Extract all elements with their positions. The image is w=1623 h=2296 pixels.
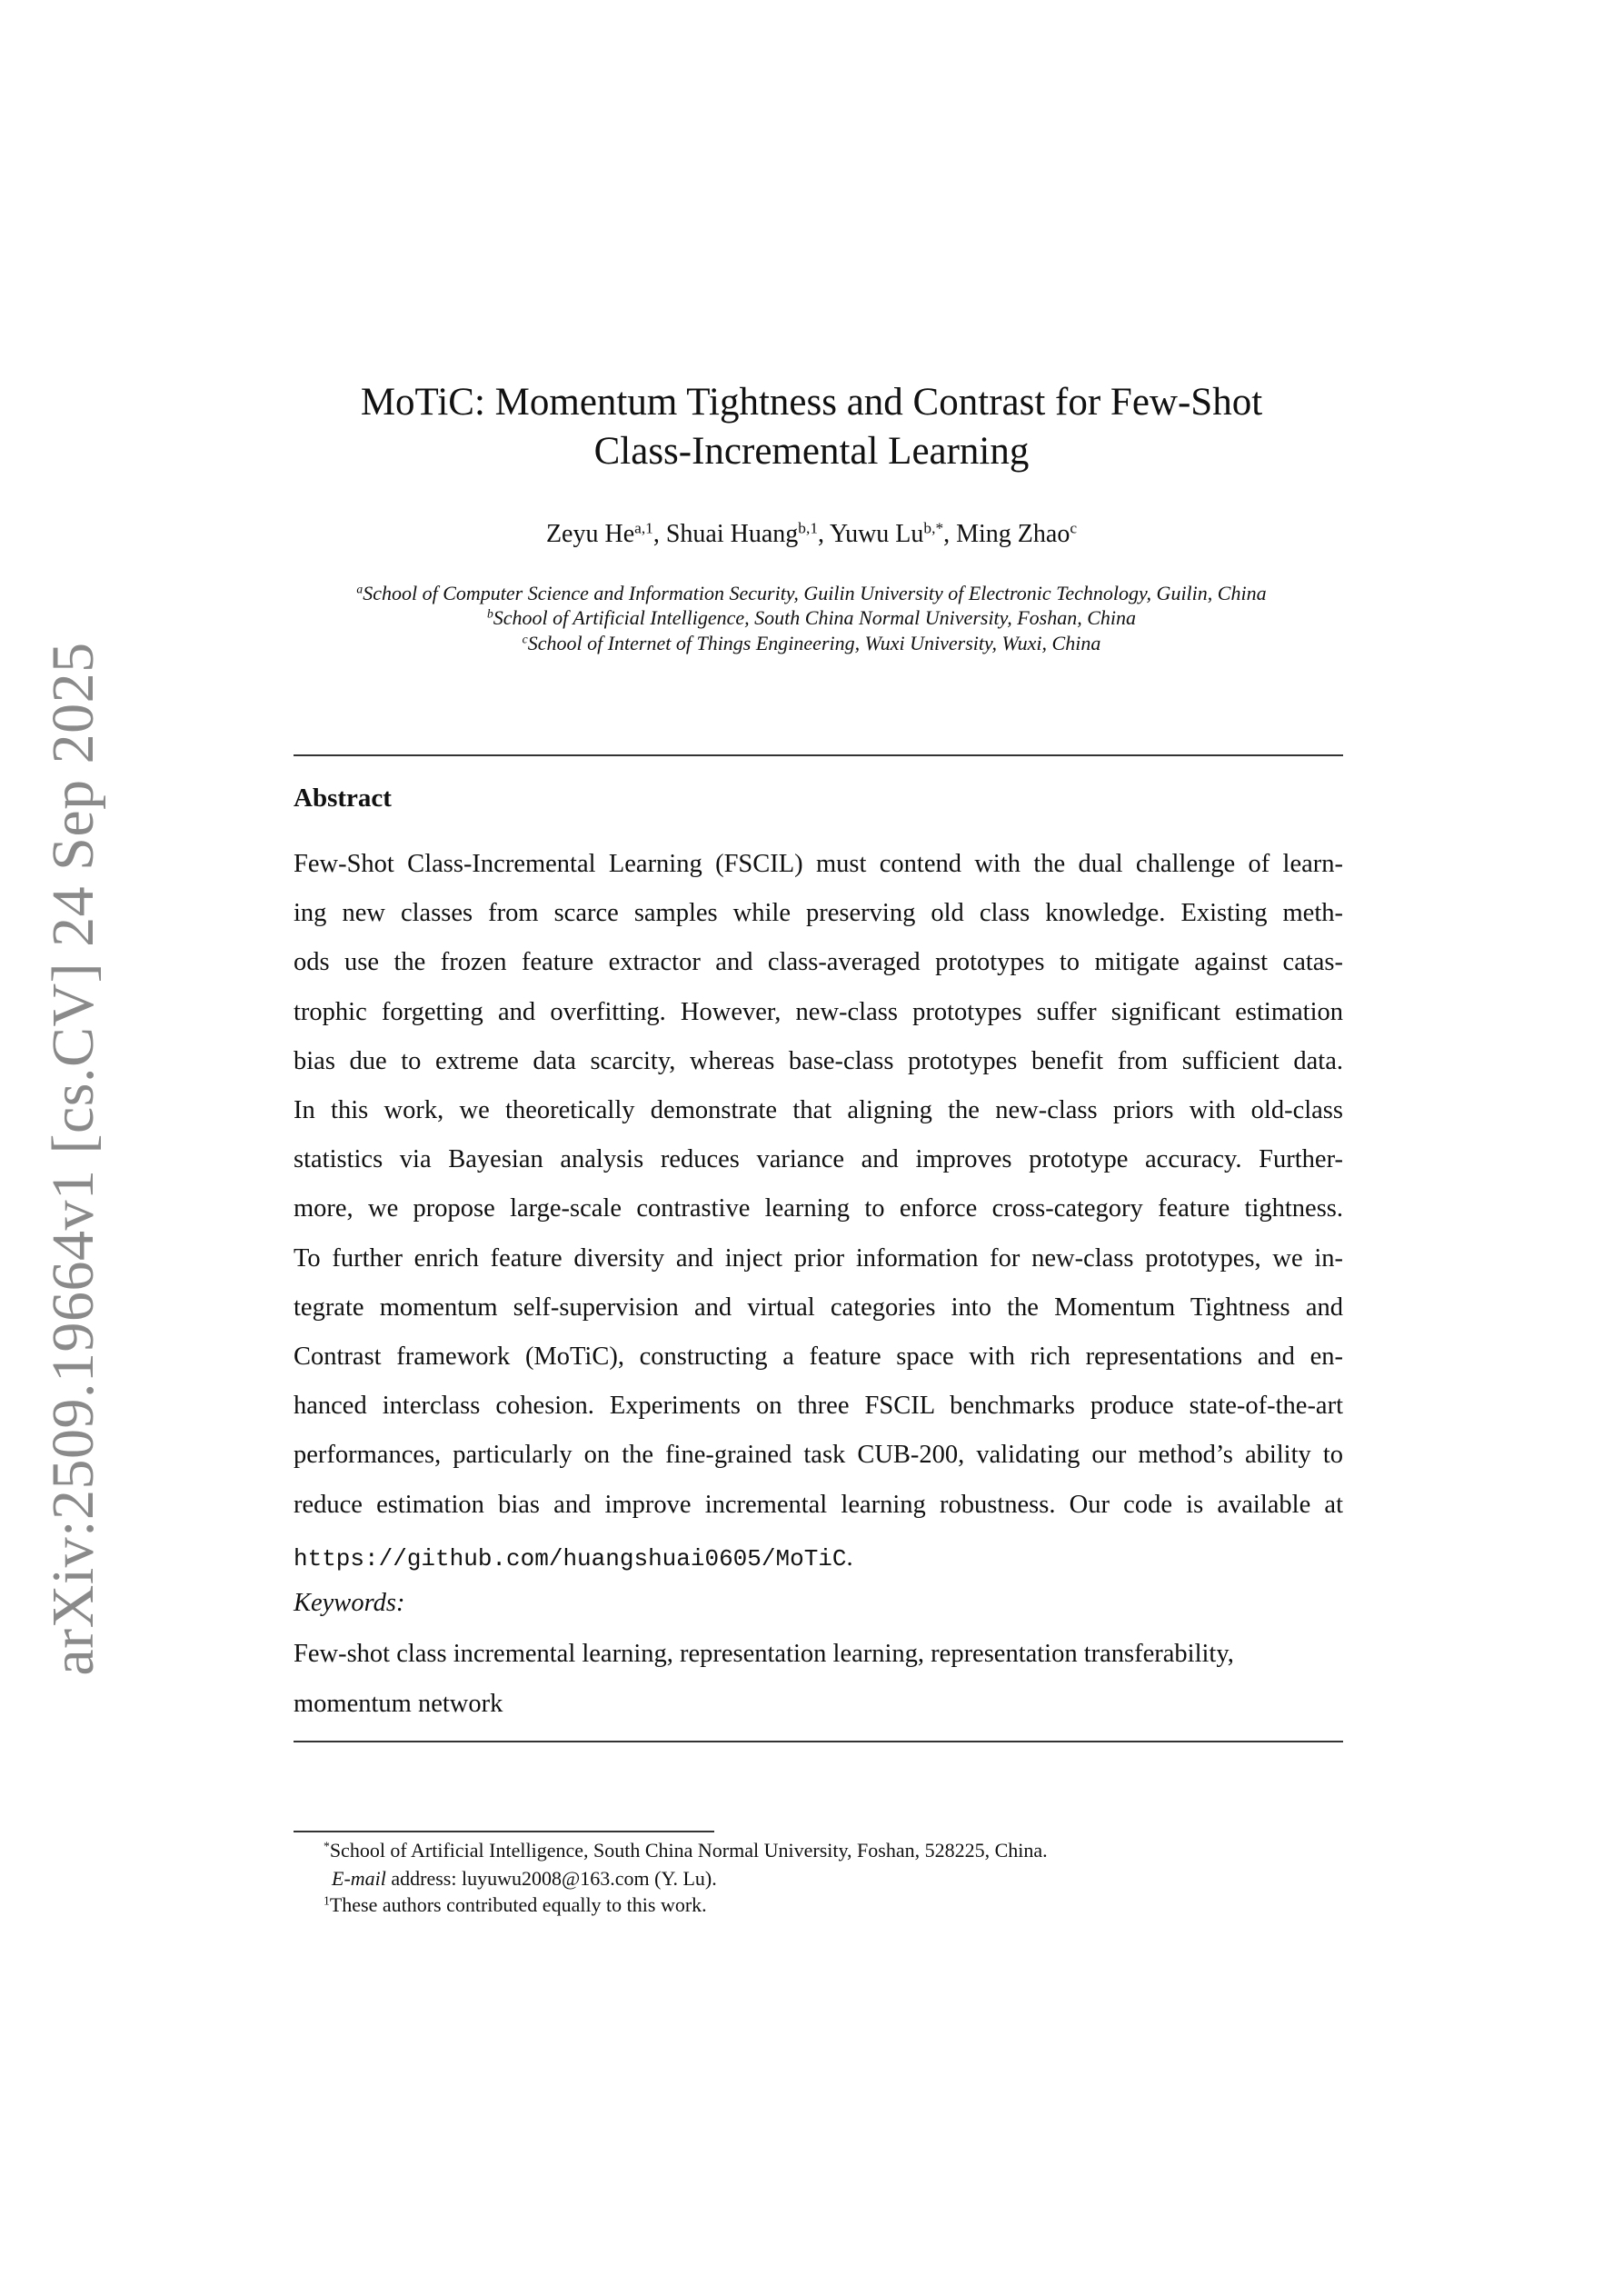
affiliation-mark: b — [486, 606, 493, 621]
abstract-line: performances, particularly on the fine-grained task CUB-200, validating our method’s ability to — [294, 1441, 1343, 1470]
affiliation-text: School of Internet of Things Engineering, Wuxi University, Wuxi, China — [527, 632, 1101, 654]
abstract-line: tegrate momentum self-supervision and virtual categories into the Momentum Tightness and — [294, 1293, 1343, 1322]
keywords-line-1: Few-shot class incremental learning, representation learning, representation transferability, — [294, 1640, 1234, 1668]
affiliation-mark: c — [522, 632, 528, 646]
author-name: Shuai Huang — [665, 520, 799, 548]
footnote-corresponding — [324, 1838, 1048, 1863]
affiliation-text: School of Artificial Intelligence, South China Normal University, Foshan, China — [493, 606, 1137, 629]
paper-title-line-2: Class-Incremental Learning — [593, 430, 1030, 473]
author-name: Zeyu He — [545, 520, 635, 548]
author-list — [0, 520, 1623, 549]
abstract-line: trophic forgetting and overfitting. However, new-class prototypes suffer significant estimation — [294, 997, 1343, 1026]
abstract-top-rule — [294, 754, 1343, 756]
abstract-line: hanced interclass cohesion. Experiments on three FSCIL benchmarks produce state-of-the-art — [294, 1392, 1343, 1421]
author-separator: , — [943, 520, 957, 548]
arxiv-identifier-stamp: arXiv:2509.19664v1 [cs.CV] 24 Sep 2025 — [40, 642, 106, 1676]
abstract-line: statistics via Bayesian analysis reduces variance and improves prototype accuracy. Further- — [294, 1145, 1343, 1174]
paper-title-line-1: MoTiC: Momentum Tightness and Contrast for Few-Shot — [360, 381, 1263, 424]
abstract-bottom-rule — [294, 1741, 1343, 1742]
keywords-line-2: momentum network — [294, 1690, 503, 1718]
footnote-text: School of Artificial Intelligence, South China Normal University, Foshan, 528225, China. — [329, 1839, 1048, 1862]
code-link[interactable]: https://github.com/huangshuai0605/MoTiC — [294, 1545, 847, 1572]
keywords-label: Keywords: — [294, 1589, 405, 1617]
period: . — [846, 1543, 853, 1572]
author-name: Yuwu Lu — [829, 520, 924, 548]
author-affiliation-mark: b,* — [923, 519, 944, 537]
affiliation-text: School of Computer Science and Information Security, Guilin University of Electronic Technology, Guilin, China — [363, 582, 1267, 604]
footnote-rule — [294, 1831, 714, 1832]
footnote-email — [332, 1866, 717, 1892]
affiliation-a — [0, 581, 1623, 606]
footnote-mark: 1 — [324, 1893, 330, 1908]
affiliation-c — [0, 631, 1623, 656]
affiliation-b — [0, 605, 1623, 631]
email-text: address: luyuwu2008@163.com (Y. Lu). — [385, 1867, 717, 1890]
author-name: Ming Zhao — [956, 520, 1070, 548]
abstract-heading: Abstract — [294, 784, 392, 813]
author-affiliation-mark: c — [1070, 519, 1078, 537]
abstract-line: more, we propose large-scale contrastive learning to enforce cross-category feature tightness. — [294, 1194, 1343, 1223]
footnote-mark: * — [324, 1839, 330, 1853]
footnote-equal-contribution — [324, 1892, 707, 1918]
email-label: E-mail — [332, 1867, 386, 1890]
affiliation-mark: a — [356, 582, 363, 596]
abstract-line: Few-Shot Class-Incremental Learning (FSCIL) must contend with the dual challenge of learn- — [294, 850, 1343, 878]
abstract-code-line — [294, 1542, 1343, 1574]
abstract-line: Contrast framework (MoTiC), constructing a feature space with rich representations and en- — [294, 1343, 1343, 1371]
author-separator: , — [818, 520, 830, 548]
author-separator: , — [652, 520, 666, 548]
abstract-line: To further enrich feature diversity and inject prior information for new-class prototypes, we in- — [294, 1243, 1343, 1273]
author-affiliation-mark: b,1 — [798, 519, 818, 537]
abstract-line: In this work, we theoretically demonstrate that aligning the new-class priors with old-class — [294, 1096, 1343, 1124]
abstract-line: ods use the frozen feature extractor and class-averaged prototypes to mitigate against catas- — [294, 948, 1343, 977]
abstract-line: ing new classes from scarce samples while preserving old class knowledge. Existing meth- — [294, 899, 1343, 928]
author-affiliation-mark: a,1 — [634, 519, 653, 537]
abstract-line: reduce estimation bias and improve incremental learning robustness. Our code is available at — [294, 1490, 1343, 1519]
abstract-line: bias due to extreme data scarcity, whereas base-class prototypes benefit from sufficient data. — [294, 1046, 1343, 1075]
footnote-text: These authors contributed equally to this work. — [329, 1893, 707, 1916]
